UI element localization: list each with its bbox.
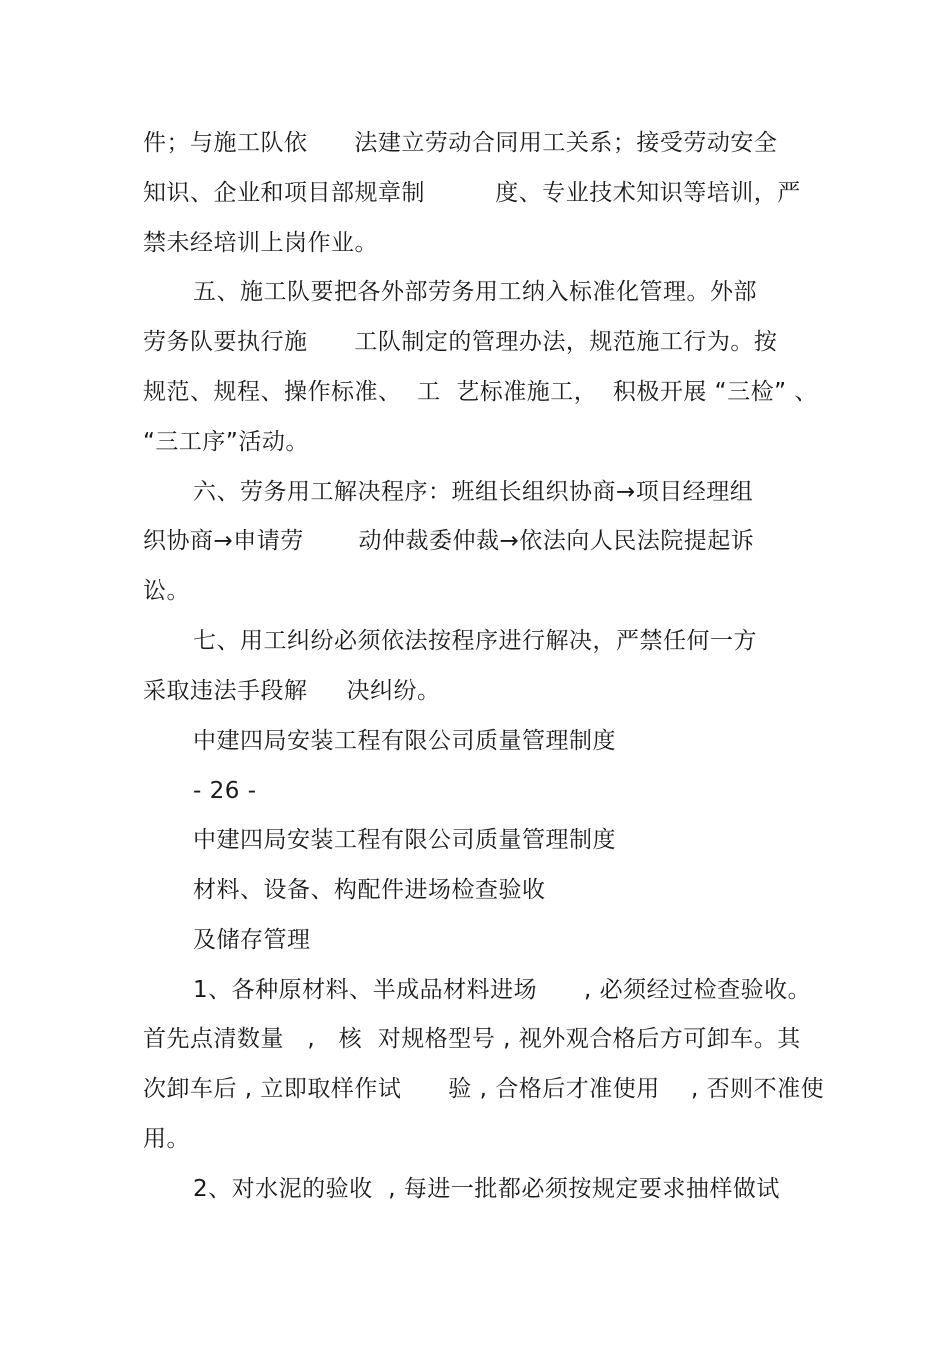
- paragraph-seven-start: 七、用工纠纷必须依法按程序进行解决，严禁任何一方: [193, 628, 757, 654]
- body-text-line: 件；与施工队依 法建立劳动合同用工关系；接受劳动安全: [143, 130, 778, 156]
- paragraph-five-start: 五、施工队要把各外部劳务用工纳入标准化管理。外部: [193, 279, 757, 305]
- footer-company-title: 中建四局安装工程有限公司质量管理制度: [193, 728, 616, 754]
- paragraph-six-start: 六、劳务用工解决程序：班组长组织协商→项目经理组: [193, 479, 754, 505]
- header-company-title: 中建四局安装工程有限公司质量管理制度: [193, 827, 616, 853]
- body-text-line: 织协商→申请劳 动仲裁委仲裁→依法向人民法院提起诉: [143, 528, 755, 554]
- body-text-line: 用。: [143, 1126, 190, 1152]
- page-number: - 26 -: [193, 778, 257, 804]
- body-text-line: “三工序”活动。: [143, 429, 309, 455]
- item-one-start: 1、各种原材料、半成品材料进场 , 必须经过检查验收。: [193, 977, 812, 1003]
- body-text-line: 禁未经培训上岗作业。: [143, 230, 378, 256]
- body-text-line: 讼。: [143, 578, 190, 604]
- section-title-line-2: 及储存管理: [193, 927, 311, 953]
- section-title-line-1: 材料、设备、构配件进场检查验收: [193, 877, 546, 903]
- body-text-line: 规范、规程、操作标准、 工 艺标准施工， 积极开展 “三检” 、: [143, 379, 818, 405]
- body-text-line: 采取违法手段解 决纠纷。: [143, 678, 441, 704]
- body-text-line: 次卸车后 , 立即取样作试 验 , 合格后才准使用 , 否则不准使: [143, 1076, 825, 1102]
- body-text-line: 知识、企业和项目部规章制 度、专业技术知识等培训，严: [143, 180, 801, 206]
- body-text-line: 首先点清数量 , 核 对规格型号 , 视外观合格后方可卸车。其: [143, 1026, 801, 1052]
- item-two-start: 2、对水泥的验收 , 每进一批都必须按规定要求抽样做试: [193, 1176, 780, 1202]
- body-text-line: 劳务队要执行施 工队制定的管理办法，规范施工行为。按: [143, 329, 778, 355]
